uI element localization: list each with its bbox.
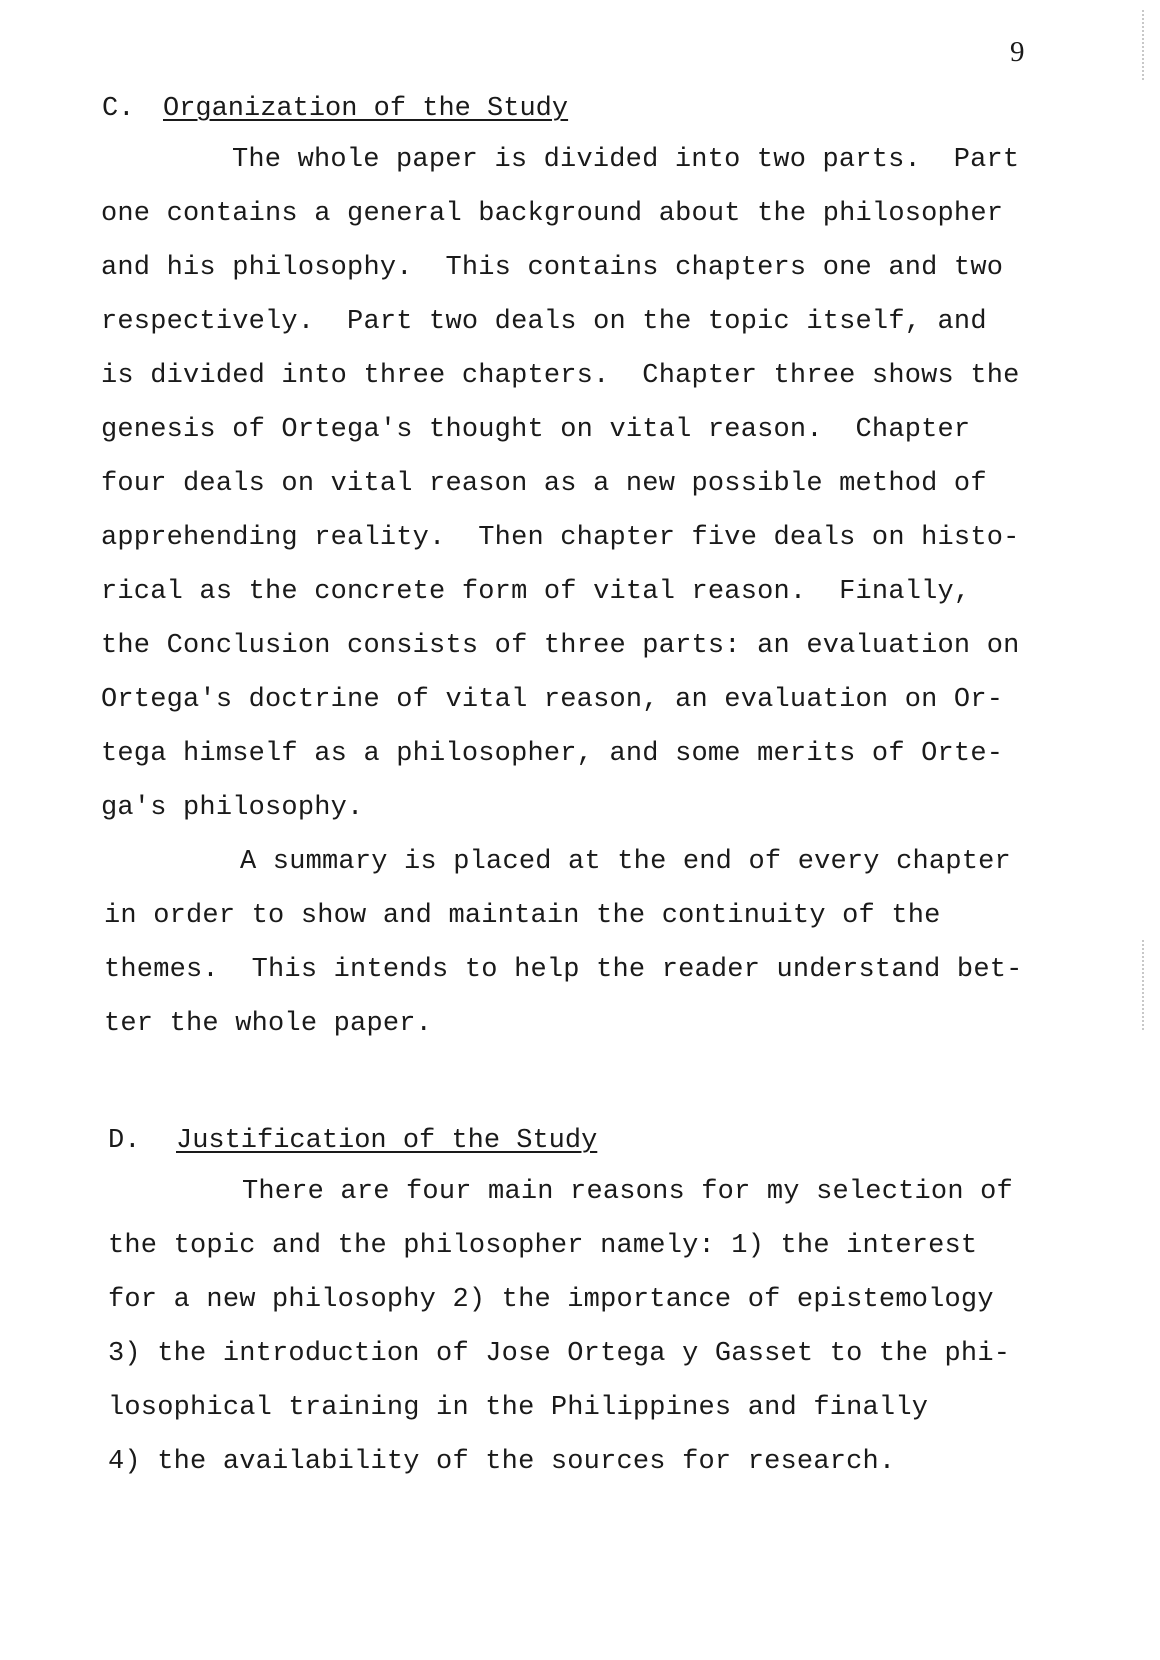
paragraph-line: the topic and the philosopher namely: 1) the interest (108, 1231, 978, 1261)
paragraph-line: tega himself as a philosopher, and some merits of Orte- (101, 739, 1004, 769)
paragraph-line: 4) the availability of the sources for research. (108, 1447, 896, 1477)
paragraph-line: Ortega's doctrine of vital reason, an evaluation on Or- (101, 685, 1004, 715)
paragraph-line: 3) the introduction of Jose Ortega y Gasset to the phi- (108, 1339, 1011, 1369)
paragraph-line: A summary is placed at the end of every chapter (240, 847, 1011, 877)
paragraph-line: The whole paper is divided into two parts. Part (232, 145, 1020, 175)
section-d-letter: D. (108, 1126, 141, 1156)
paragraph-line: ter the whole paper. (104, 1009, 433, 1039)
paragraph-line: respectively. Part two deals on the topic itself, and (101, 307, 987, 337)
paragraph-line: There are four main reasons for my selection of (242, 1177, 1013, 1207)
paragraph-line: rical as the concrete form of vital reason. Finally, (101, 577, 971, 607)
scan-edge-mark (1142, 10, 1146, 80)
paragraph-line: the Conclusion consists of three parts: an evaluation on (101, 631, 1020, 661)
paragraph-line: ga's philosophy. (101, 793, 364, 823)
page-number: 9 (1010, 36, 1025, 68)
section-c-letter: C. (102, 94, 135, 124)
paragraph-line: genesis of Ortega's thought on vital reason. Chapter (101, 415, 971, 445)
paragraph-line: and his philosophy. This contains chapters one and two (101, 253, 1004, 283)
paragraph-line: themes. This intends to help the reader understand bet- (104, 955, 1023, 985)
paragraph-line: for a new philosophy 2) the importance of epistemology (108, 1285, 994, 1315)
scan-edge-mark (1142, 940, 1146, 1030)
paragraph-line: is divided into three chapters. Chapter three shows the (101, 361, 1020, 391)
paragraph-line: one contains a general background about the philosopher (101, 199, 1004, 229)
paragraph-line: apprehending reality. Then chapter five deals on histo- (101, 523, 1020, 553)
paragraph-line: in order to show and maintain the continuity of the (104, 901, 941, 931)
section-c-title: Organization of the Study (163, 94, 569, 124)
section-d-title: Justification of the Study (176, 1126, 598, 1156)
paragraph-line: losophical training in the Philippines and finally (108, 1393, 929, 1423)
paragraph-line: four deals on vital reason as a new possible method of (101, 469, 987, 499)
